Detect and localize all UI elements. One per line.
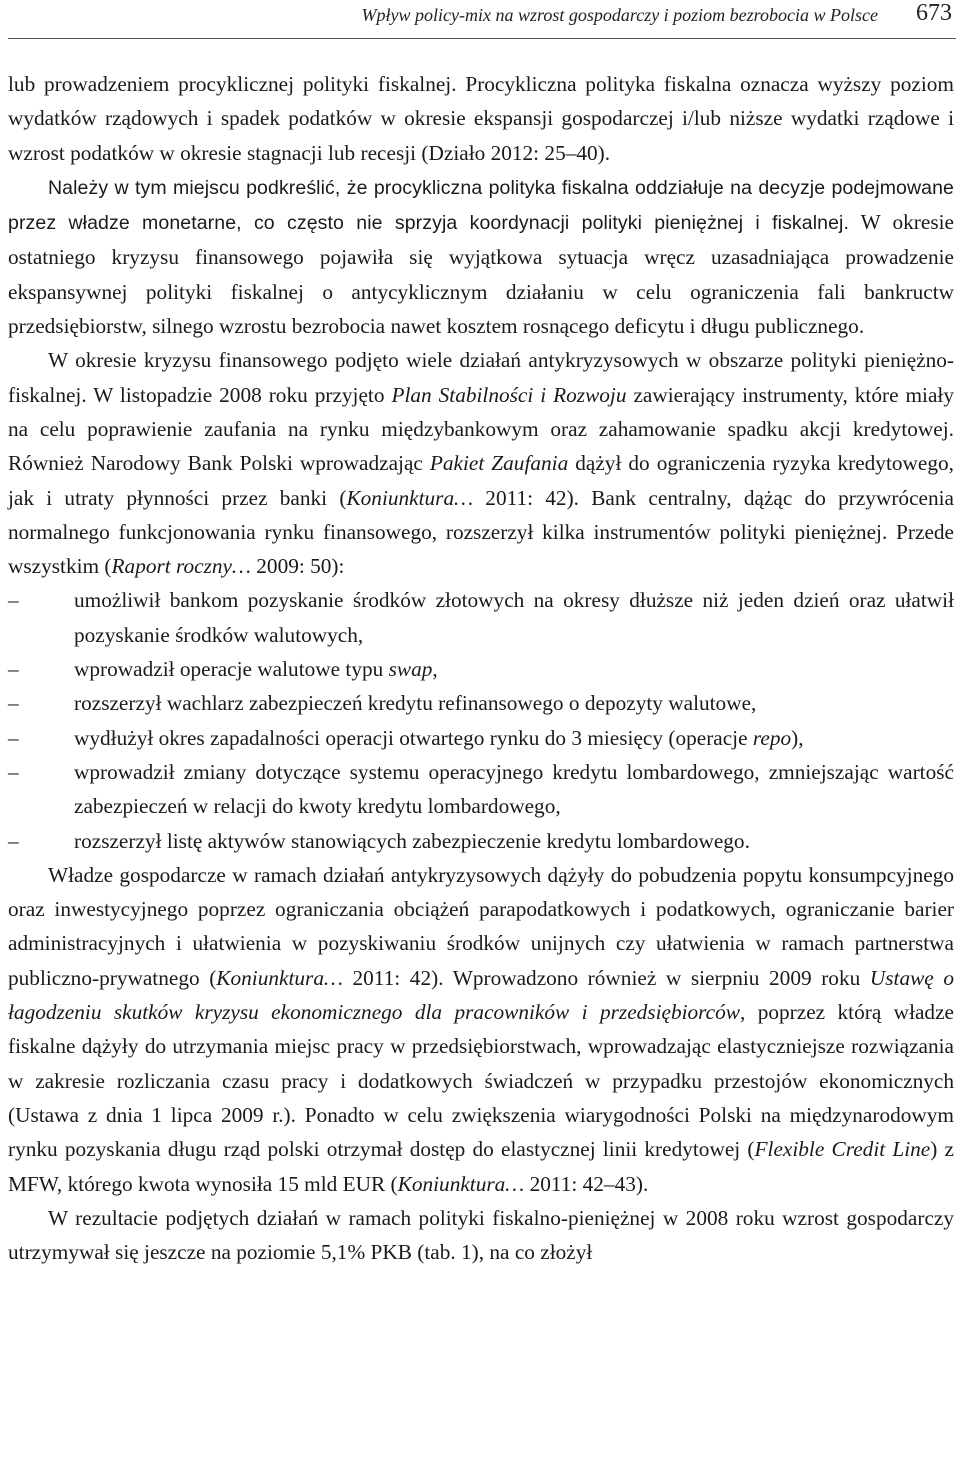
list-item-text: ),	[791, 725, 804, 750]
list-item	[8, 583, 954, 652]
list-item-text: wydłużył okres zapadalności operacji otwartego rynku do 3 miesięcy (operacje	[74, 725, 753, 750]
paragraph-4-text-4: ) z MFW, którego kwota wynosiła 15 mld EUR (	[8, 1137, 954, 1196]
list-item-text: rozszerzył listę aktywów stanowiących zabezpieczenie kredytu lombardowego.	[74, 828, 750, 853]
dash-bullet: –	[8, 588, 19, 613]
paragraph-1-text: lub prowadzeniem procyklicznej polityki fiskalnej. Procykliczna polityka fiskalna oznacza wyższy poziom wydatków rządowych i spadek podatków w okresie ekspansji gospodarczej i/lub niższe wydatki rządowe i wzrost podatków w okresie stagnacji lub recesji (Działo 2012: 25–40).	[8, 72, 954, 165]
paragraph-3-text-5: 2009: 50):	[250, 554, 345, 579]
citation-italic: Koniunktura…	[397, 1171, 525, 1196]
paragraph-3-text-3: dążył do ograniczenia ryzyka kredytowego, jak i utraty płynności przez banki (	[8, 451, 954, 510]
paragraph-4-text-1: Władze gospodarcze w ramach działań antykryzysowych dążyły do pobudzenia popytu konsumpcyjnego oraz inwestycyjnego poprzez ograniczania obciążeń parapodatkowych i podatkowych, ograniczanie barier administracyjnych i ułatwienia w pozyskiwaniu środków unijnych czy ułatwienia w ramach partnerstwa publiczno-prywatnego (	[8, 862, 954, 990]
list-item	[8, 652, 954, 686]
dash-bullet: –	[8, 657, 19, 682]
paragraph-4-text-2: 2011: 42). Wprowadzono również w sierpniu 2009 roku	[342, 965, 870, 990]
paragraph-2-text: W okresie ostatniego kryzysu finansowego pojawiła się wyjątkowa sytuacja wręcz uzasadniająca prowadzenie ekspansywnej polityki fiskalnej o antycyklicznym działaniu w celu ograniczenia fali bankructw przedsiębiorstw, silnego wzrostu bezrobocia nawet kosztem rosnącego deficytu i długu publicznego.	[8, 210, 954, 339]
pakiet-title-italic: Pakiet Zaufania	[429, 451, 569, 476]
list-item-text: wprowadził zmiany dotyczące systemu operacyjnego kredytu lombardowego, zmniejszając wartość zabezpieczeń w relacji do kwoty kredytu lombardowego,	[74, 759, 954, 819]
paragraph-2-sans-text: Należy w tym miejscu podkreślić, że procykliczna polityka fiskalna oddziałuje na decyzje podejmowane przez władze monetarne, co często nie sprzyja koordynacji polityki pieniężnej i fiskalnej.	[8, 176, 954, 235]
paragraph-5	[8, 1201, 954, 1270]
paragraph-4-text-5: 2011: 42–43).	[524, 1171, 649, 1196]
paragraph-3	[8, 343, 954, 583]
running-title: Wpływ policy-mix na wzrost gospodarczy i poziom bezrobocia w Polsce	[361, 5, 878, 25]
dash-bullet: –	[8, 691, 19, 716]
fcl-italic: Flexible Credit Line	[754, 1137, 931, 1162]
list-item	[8, 721, 954, 755]
list-item	[8, 686, 954, 720]
plan-title-italic: Plan Stabilności i Rozwoju	[391, 382, 627, 407]
paragraph-4	[8, 858, 954, 1201]
law-title-italic: Ustawę o łagodzeniu skutków kryzysu ekonomicznego dla pracowników i przedsiębiorców	[8, 965, 954, 1025]
citation-italic: Koniunktura…	[216, 965, 343, 990]
citation-italic: Raport roczny…	[111, 554, 251, 579]
paragraph-5-text: W rezultacie podjętych działań w ramach polityki fiskalno-pieniężnej w 2008 roku wzrost gospodarczy utrzymywał się jeszcze na poziomie 5,1% PKB (tab. 1), na co złożył	[8, 1205, 954, 1265]
dash-bullet: –	[8, 759, 19, 784]
paragraph-3-text-2: zawierający instrumenty, które miały na celu poprawienie zaufania na rynku międzybankowym oraz zahamowanie spadku akcji kredytowej. Również Narodowy Bank Polski wprowadzając	[8, 382, 954, 476]
dash-list	[8, 583, 954, 857]
page-number: 673	[916, 0, 952, 26]
list-item-italic: swap	[388, 657, 433, 682]
list-item-text: umożliwił bankom pozyskanie środków złotowych na okresy dłuższe niż jeden dzień oraz ułatwił pozyskanie środków walutowych,	[74, 588, 954, 647]
dash-bullet: –	[8, 725, 19, 750]
paragraph-1	[8, 67, 954, 170]
list-item-text: ,	[432, 657, 438, 682]
list-item-text: rozszerzył wachlarz zabezpieczeń kredytu refinansowego o depozyty walutowe,	[74, 691, 757, 716]
list-item	[8, 755, 954, 824]
list-item-italic: repo	[752, 725, 792, 750]
running-header	[8, 0, 956, 39]
dash-bullet: –	[8, 828, 19, 853]
paragraph-2	[8, 170, 954, 343]
paragraph-4-text-3: , poprzez którą władze fiskalne dążyły do utrzymania miejsc pracy w przedsiębiorstwach, wprowadzając elastyczniejsze rozwiązania w zakresie rozliczania czasu pracy i dodatkowych świadczeń w przypadku przestojów ekonomicznych (Ustawa z dnia 1 lipca 2009 r.). Ponadto w celu zwiększenia wiarygodności Polski na międzynarodowym rynku pozyskania długu rząd polski otrzymał dostęp do elastycznej linii kredytowej (	[8, 1000, 954, 1162]
body-text	[8, 67, 954, 1269]
paragraph-3-text-4: 2011: 42). Bank centralny, dążąc do przywrócenia normalnego funkcjonowania rynku finansowego, rozszerzył kilka instrumentów polityki pieniężnej. Przede wszystkim (	[8, 485, 954, 579]
citation-italic: Koniunktura…	[346, 485, 474, 510]
paragraph-3-text-1: W okresie kryzysu finansowego podjęto wiele działań antykryzysowych w obszarze polityki pieniężno-fiskalnej. W listopadzie 2008 roku przyjęto	[8, 348, 954, 407]
list-item	[8, 824, 954, 858]
list-item-text: wprowadził operacje walutowe typu	[74, 657, 389, 682]
